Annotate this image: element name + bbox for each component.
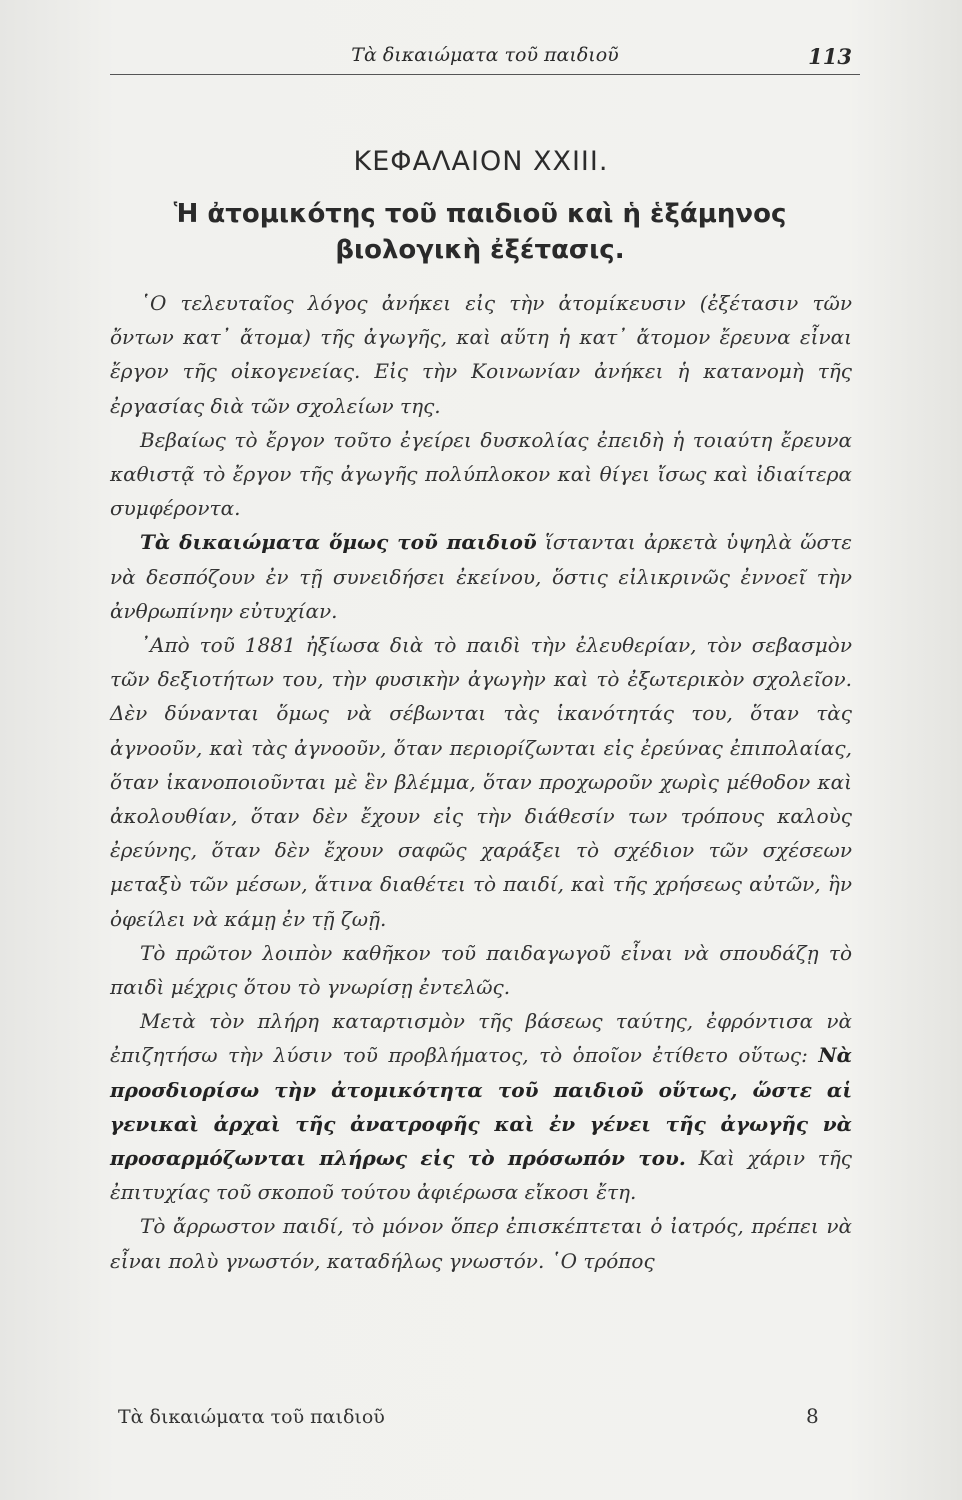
paragraph-1 — [110, 286, 852, 423]
running-title: Τὰ δικαιώματα τοῦ παιδιοῦ — [351, 44, 619, 66]
paragraph-6-text-end: Καὶ χάριν τῆς ἐπιτυχίας τοῦ σκοποῦ τούτου ἀφιέρωσα εἴκοσι ἔτη. — [110, 1146, 852, 1205]
paragraph-7-text: Τὸ ἄρρωστον παιδί, τὸ μόνον ὅπερ ἐπισκέπτεται ὁ ἰατρός, πρέπει νὰ εἶναι πολὺ γνωστόν, καταδήλως γνωστόν. ῾Ο τρόπος — [110, 1214, 852, 1273]
chapter-subtitle-line-2: βιολογικὴ ἐξέτασις. — [335, 235, 625, 265]
chapter-subtitle — [130, 196, 830, 268]
paragraph-5 — [110, 936, 852, 1004]
paragraph-3-text: ἵστανται ἀρκετὰ ὑψηλὰ ὥστε νὰ δεσπόζουν ἐν τῇ συνειδήσει ἐκείνου, ὅστις εἰλικρινῶς ἐννοεῖ τὴν ἀνθρωπίνην εὐτυχίαν. — [110, 530, 853, 623]
paragraph-7 — [110, 1209, 852, 1277]
footer-sheet-mark: 8 — [806, 1404, 819, 1428]
paragraph-3 — [110, 525, 852, 628]
body-text — [110, 286, 852, 1278]
running-head — [110, 40, 860, 75]
paragraph-2 — [110, 423, 852, 526]
paragraph-6 — [110, 1004, 852, 1209]
page-number: 113 — [808, 44, 852, 69]
footer-signature: Τὰ δικαιώματα τοῦ παιδιοῦ — [118, 1406, 385, 1428]
chapter-title: ΚΕΦΑΛΑΙΟΝ XXIII. — [353, 146, 609, 177]
paragraph-2-text: Βεβαίως τὸ ἔργον τοῦτο ἐγείρει δυσκολίας ἐπειδὴ ἡ τοιαύτη ἔρευνα καθιστᾷ τὸ ἔργον τῆς ἀγωγῆς πολύπλοκον καὶ θίγει ἴσως καὶ ἰδιαίτερα συμφέροντα. — [110, 427, 852, 521]
chapter-subtitle-line-1: Ἡ ἀτομικότης τοῦ παιδιοῦ καὶ ἡ ἑξάμηνος — [173, 199, 787, 229]
paragraph-5-text: Τὸ πρῶτον λοιπὸν καθῆκον τοῦ παιδαγωγοῦ εἶναι νὰ σπουδάζῃ τὸ παιδὶ μέχρις ὅτου τὸ γνωρίσῃ ἐντελῶς. — [110, 940, 852, 1000]
paragraph-6-text-start: Μετὰ τὸν πλήρη καταρτισμὸν τῆς βάσεως ταύτης, ἐφρόντισα νὰ ἐπιζητήσω τὴν λύσιν τοῦ προβλήματος, τὸ ὁποῖον ἐτίθετο οὕτως: — [110, 1009, 852, 1068]
paragraph-4 — [110, 628, 852, 936]
paragraph-3-emphasis: Τὰ δικαιώματα ὅμως τοῦ παιδιοῦ — [140, 530, 537, 555]
paragraph-1-text: ῾Ο τελευταῖος λόγος ἀνήκει εἰς τὴν ἀτομίκευσιν (ἐξέτασιν τῶν ὄντων κατ᾿ ἄτομα) τῆς ἀγωγῆς, καὶ αὕτη ἡ κατ᾿ ἄτομον ἔρευνα εἶναι ἔργον τῆς οἰκογενείας. Εἰς τὴν Κοινωνίαν ἀνήκει ἡ κατανομὴ τῆς ἐργασίας διὰ τῶν σχολείων της. — [110, 291, 852, 418]
paragraph-6-emphasis: Νὰ προσδιορίσω τὴν ἀτομικότητα τοῦ παιδιοῦ οὕτως, ὥστε αἱ γενικαὶ ἀρχαὶ τῆς ἀνατροφῆς καὶ ἐν γένει τῆς ἀγωγῆς νὰ προσαρμόζωνται πλήρως εἰς τὸ πρόσωπόν του. — [110, 1043, 852, 1171]
paragraph-4-text: ᾿Απὸ τοῦ 1881 ἠξίωσα διὰ τὸ παιδὶ τὴν ἐλευθερίαν, τὸν σεβασμὸν τῶν δεξιοτήτων του, τὴν φυσικὴν ἀγωγὴν καὶ τὸ ἐξωτερικὸν σχολεῖον. Δὲν δύνανται ὅμως νὰ σέβωνται τὰς ἱκανότητάς του, ὅταν τὰς ἀγνοοῦν, καὶ τὰς ἀγνοοῦν, ὅταν περιορίζωνται εἰς ἐρεύνας ἐπιπολαίας, ὅταν ἱκανοποιοῦνται μὲ ἓν βλέμμα, ὅταν προχωροῦν χωρὶς μέθοδον καὶ ἀκολουθίαν, ὅταν δὲν ἔχουν εἰς τὴν διάθεσίν των τρόπους καλοὺς ἐρεύνης, ὅταν δὲν ἔχουν σαφῶς χαράξει τὸ σχέδιον τῶν σχέσεων μεταξὺ τῶν μέσων, ἅτινα διαθέτει τὸ παιδί, καὶ τῆς χρήσεως αὐτῶν, ἣν ὀφείλει νὰ κάμῃ ἐν τῇ ζωῇ. — [110, 633, 852, 931]
